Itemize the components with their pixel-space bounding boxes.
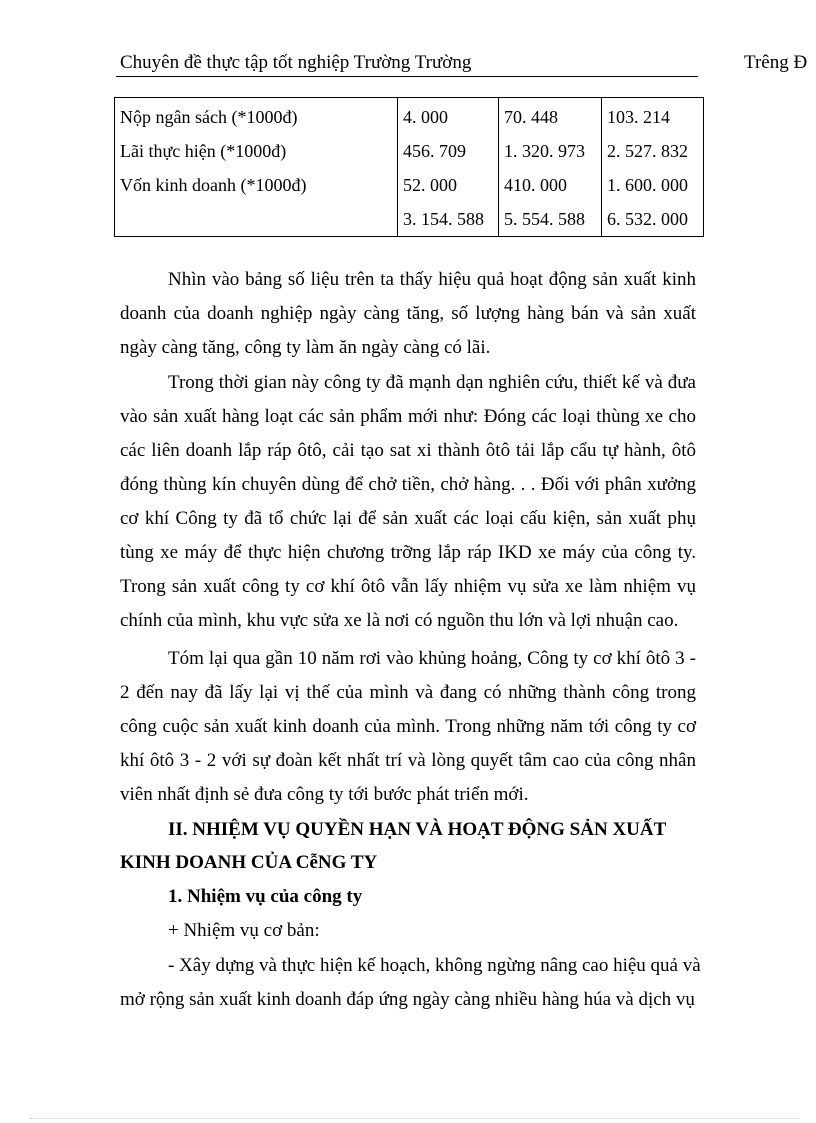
table-row [115,202,704,237]
paragraph-results-summary: Nhìn vào bảng số liệu trên ta thấy hiệu quả hoạt động sản xuất kinh doanh của doanh nghiệp ngày càng tăng, số lượng hàng bán và sản xuất ngày càng tăng, công ty làm ăn ngày càng có lãi. [120,269,696,358]
table-row [115,168,704,202]
page-bottom-divider [30,1118,800,1119]
table-cell: 52. 000 [398,168,499,202]
table-cell: 4. 000 [398,98,499,135]
page-header-title: Chuyên đề thực tập tốt nghiệp Trường Trường [120,52,472,73]
task-line-1: - Xây dựng và thực hiện kế hoạch, không ngừng nâng cao hiệu quả và [168,955,701,976]
table-cell: Lãi thực hiện (*1000đ) [115,134,398,168]
page-header-school: Trêng Đ [744,52,808,73]
bullet-basic-tasks: + Nhiệm vụ cơ bản: [168,920,320,941]
table-cell: 70. 448 [499,98,602,135]
table-cell: 456. 709 [398,134,499,168]
table-cell: 103. 214 [602,98,704,135]
task-line-2: mở rộng sản xuất kinh doanh đáp ứng ngày càng nhiều hàng húa và dịch vụ [120,989,695,1010]
table-cell: Nộp ngân sách (*1000đ) [115,98,398,135]
table-row [115,98,704,135]
table-cell: 3. 154. 588 [398,202,499,237]
table-cell: 2. 527. 832 [602,134,704,168]
business-results-table [114,97,704,237]
table-cell [115,202,398,237]
section-heading-line2: KINH DOANH CỦA CễNG TY [120,852,378,873]
paragraph-conclusion: Tóm lại qua gần 10 năm rơi vào khủng hoảng, Công ty cơ khí ôtô 3 - 2 đến nay đã lấy lại vị thế của mình và đang có những thành công trong công cuộc sản xuất kinh doanh của mình. Trong những năm tới công ty cơ khí ôtô 3 - 2 với sự đoàn kết nhất trí và lòng quyết tâm cao của công nhân viên nhất định sẻ đưa công ty tới bước phát triển mới. [120,648,696,805]
table-cell: 410. 000 [499,168,602,202]
table-cell: 6. 532. 000 [602,202,704,237]
subsection-heading: 1. Nhiệm vụ của công ty [168,886,363,907]
table-cell: 5. 554. 588 [499,202,602,237]
paragraph-new-products: Trong thời gian này công ty đã mạnh dạn nghiên cứu, thiết kế và đưa vào sản xuất hàng loạt các sản phẩm mới như: Đóng các loại thùng xe cho các liên doanh lắp ráp ôtô, cải tạo sat xi thành ôtô tải lắp cẩu tự hành, ôtô đóng thùng kín chuyên dùng để chở tiền, chở hàng. . . Đối với phân xưởng cơ khí Công ty đã tổ chức lại để sản xuất các loại cấu kiện, sản xuất phụ tùng xe máy để thực hiện chương trỡng lắp ráp IKD xe máy của công ty. Trong sản xuất công ty cơ khí ôtô vẫn lấy nhiệm vụ sửa xe làm nhiệm vụ chính của mình, khu vực sửa xe là nơi có nguồn thu lớn và lợi nhuận cao. [120,372,696,631]
table-cell: 1. 320. 973 [499,134,602,168]
table-cell: Vốn kinh doanh (*1000đ) [115,168,398,202]
table-row [115,134,704,168]
header-divider [116,76,698,77]
section-heading-line1: II. NHIỆM VỤ QUYỀN HẠN VÀ HOẠT ĐỘNG SẢN XUẤT [168,819,667,840]
table-cell: 1. 600. 000 [602,168,704,202]
